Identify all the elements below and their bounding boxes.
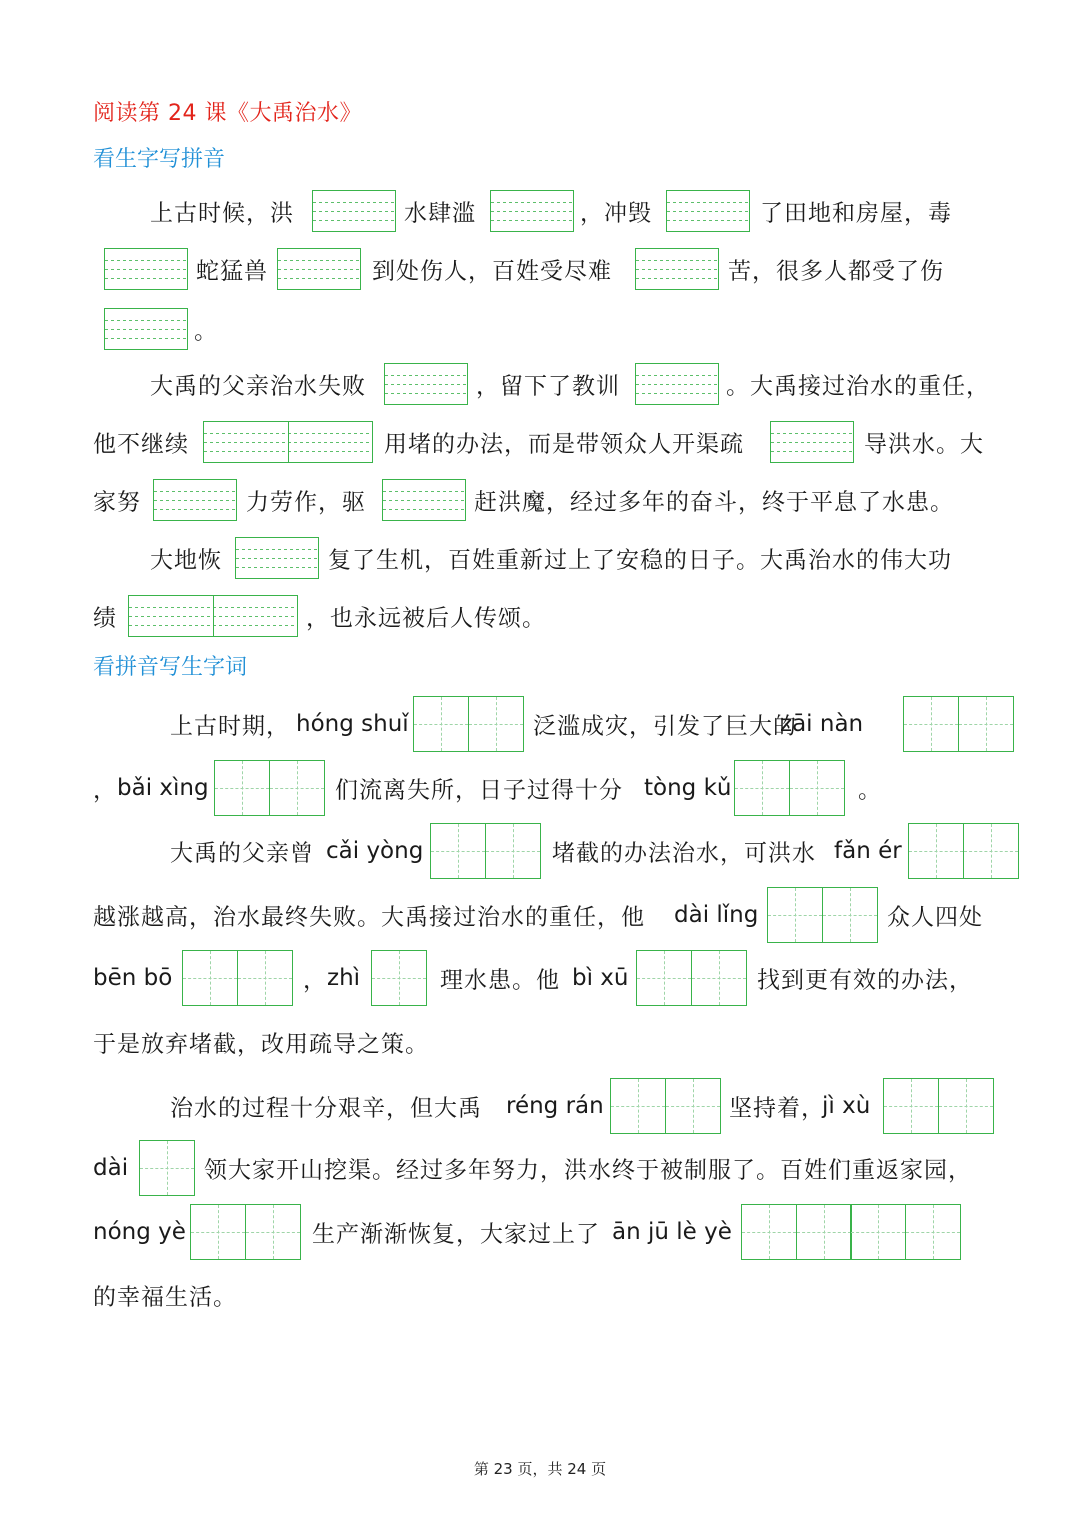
passage1-line-3: [0, 299, 1080, 359]
pinyin-answer-box[interactable]: [128, 595, 298, 637]
text: 力劳作，驱: [246, 489, 366, 516]
pinyin: ān jū lè yè: [612, 1219, 732, 1245]
text: 找到更有效的办法，: [757, 967, 973, 994]
text: 家努: [93, 489, 141, 516]
page-number: 第 23 页，共 24 页: [473, 1460, 607, 1478]
pinyin-answer-box[interactable]: [153, 479, 237, 521]
text: 们流离失所，日子过得十分: [335, 777, 623, 804]
pinyin-answer-box[interactable]: [635, 363, 719, 405]
text: 越涨越高，治水最终失败。大禹接过治水的重任，他: [93, 904, 645, 931]
text: ，留下了教训: [476, 373, 620, 400]
char-answer-grid[interactable]: [190, 1204, 301, 1260]
char-answer-grid[interactable]: [767, 887, 878, 943]
text: 用堵的办法，而是带领众人开渠疏: [384, 431, 744, 458]
text: 绩: [93, 605, 117, 632]
text: 理水患。他: [440, 967, 560, 994]
pinyin: bēn bō: [93, 965, 173, 991]
text: 。: [858, 777, 882, 804]
pinyin-answer-box[interactable]: [770, 421, 854, 463]
pinyin: fǎn ér: [834, 838, 902, 864]
pinyin-answer-box[interactable]: [384, 363, 468, 405]
pinyin: nóng yè: [93, 1219, 186, 1245]
text: 众人四处: [887, 904, 983, 931]
text: 大地恢: [150, 547, 222, 574]
pinyin: zāi nàn: [780, 711, 864, 737]
text: ，: [93, 777, 117, 804]
char-answer-grid[interactable]: [883, 1078, 994, 1134]
char-answer-grid[interactable]: [734, 760, 845, 816]
passage2-line-3: [0, 821, 1080, 881]
char-answer-grid[interactable]: [371, 950, 427, 1006]
char-answer-grid[interactable]: [430, 823, 541, 879]
passage2-line-9: [0, 1202, 1080, 1262]
text: 导洪水。大: [864, 431, 984, 458]
passage2-line-5: [0, 948, 1080, 1008]
text: 大禹的父亲曾: [170, 840, 314, 867]
passage1-line-1: [0, 181, 1080, 241]
section-heading-write-pinyin: 看生字写拼音: [93, 147, 226, 172]
text: 他不继续: [93, 431, 189, 458]
text: 赶洪魔，经过多年的奋斗，终于平息了水患。: [474, 489, 954, 516]
text: 。大禹接过治水的重任，: [726, 373, 990, 400]
text: 上古时候，洪: [150, 200, 294, 227]
pinyin-answer-box[interactable]: [104, 308, 188, 350]
passage1-line-4: [0, 354, 1080, 414]
text: 的幸福生活。: [93, 1284, 237, 1311]
char-answer-grid[interactable]: [214, 760, 325, 816]
passage2-line-8: [0, 1138, 1080, 1198]
text: 治水的过程十分艰辛，但大禹: [170, 1095, 482, 1122]
pinyin: bǎi xìng: [117, 775, 209, 801]
passage1-line-7: [0, 528, 1080, 588]
passage1-line-8: [0, 586, 1080, 646]
pinyin: réng rán: [506, 1093, 604, 1119]
pinyin-answer-box[interactable]: [203, 421, 373, 463]
text: 生产渐渐恢复，大家过上了: [312, 1221, 600, 1248]
pinyin: jì xù: [822, 1093, 871, 1119]
passage1-line-2: [0, 239, 1080, 299]
text: ，冲毁: [580, 200, 652, 227]
char-answer-grid[interactable]: [636, 950, 747, 1006]
lesson-title: 阅读第 24 课《大禹治水》: [93, 101, 362, 126]
pinyin: cǎi yòng: [326, 838, 424, 864]
pinyin-answer-box[interactable]: [104, 248, 188, 290]
text: 复了生机，百姓重新过上了安稳的日子。大禹治水的伟大功: [328, 547, 952, 574]
pinyin: zhì: [327, 965, 361, 991]
pinyin: bì xū: [572, 965, 629, 991]
text: 上古时期，: [170, 713, 290, 740]
passage2-line-4: [0, 885, 1080, 945]
text: 坚持着，: [729, 1095, 825, 1122]
char-answer-grid[interactable]: [903, 696, 1014, 752]
pinyin: tòng kǔ: [644, 775, 732, 801]
text: 苦，很多人都受了伤: [728, 258, 944, 285]
char-answer-grid[interactable]: [139, 1140, 195, 1196]
char-answer-grid[interactable]: [741, 1204, 961, 1260]
passage2-line-10: [0, 1265, 1080, 1325]
pinyin-answer-box[interactable]: [666, 190, 750, 232]
passage1-line-6: [0, 470, 1080, 530]
text: 堵截的办法治水，可洪水: [552, 840, 816, 867]
char-answer-grid[interactable]: [413, 696, 524, 752]
pinyin-answer-box[interactable]: [277, 248, 361, 290]
text: 于是放弃堵截，改用疏导之策。: [93, 1031, 429, 1058]
section-heading-write-characters: 看拼音写生字词: [93, 655, 248, 680]
text: 蛇猛兽: [196, 258, 268, 285]
pinyin: dài: [93, 1155, 129, 1181]
pinyin-answer-box[interactable]: [312, 190, 396, 232]
pinyin-answer-box[interactable]: [235, 537, 319, 579]
pinyin: dài lǐng: [674, 902, 759, 928]
pinyin-answer-box[interactable]: [490, 190, 574, 232]
text: ，: [303, 967, 327, 994]
passage1-line-5: [0, 412, 1080, 472]
pinyin: hóng shuǐ: [296, 711, 409, 737]
passage2-line-1: [0, 694, 1080, 754]
text: 领大家开山挖渠。经过多年努力，洪水终于被制服了。百姓们重返家园，: [204, 1157, 972, 1184]
passage2-line-7: [0, 1076, 1080, 1136]
text: ，也永远被后人传颂。: [306, 605, 546, 632]
text: 泛滥成灾，引发了巨大的: [533, 713, 797, 740]
passage2-line-6: [0, 1012, 1080, 1072]
text: 水肆滥: [404, 200, 476, 227]
text: 大禹的父亲治水失败: [150, 373, 366, 400]
text: 了田地和房屋，毒: [760, 200, 952, 227]
pinyin-answer-box[interactable]: [635, 248, 719, 290]
text: 到处伤人，百姓受尽难: [372, 258, 612, 285]
char-answer-grid[interactable]: [908, 823, 1019, 879]
text: 。: [194, 318, 218, 345]
char-answer-grid[interactable]: [610, 1078, 721, 1134]
passage2-line-2: [0, 758, 1080, 818]
char-answer-grid[interactable]: [182, 950, 293, 1006]
pinyin-answer-box[interactable]: [382, 479, 466, 521]
